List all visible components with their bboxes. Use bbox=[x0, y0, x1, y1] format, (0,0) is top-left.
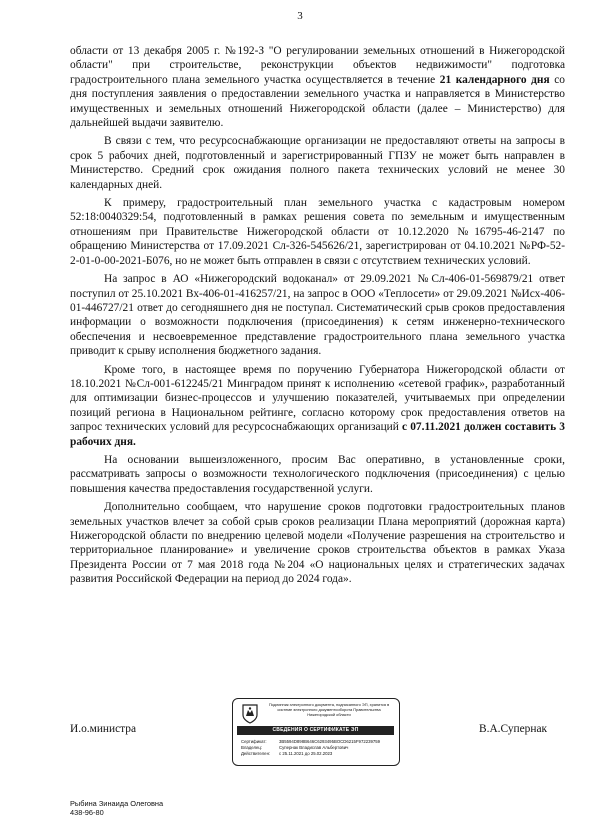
executor-phone: 438-96-80 bbox=[70, 808, 104, 817]
stamp-row-label: Владелец: bbox=[241, 745, 263, 751]
electronic-signature-stamp bbox=[232, 698, 400, 766]
executor-name: Рыбина Зинаида Олеговна bbox=[70, 799, 164, 808]
paragraph bbox=[70, 196, 565, 268]
stamp-row-validity bbox=[241, 751, 380, 757]
text-run: На запрос в АО «Нижегородский водоканал» от 29.09.2021 №Сл-406-01-569879/21 ответ поступил от 25.10.2021 Вх-406-01-416257/21, на запрос в ООО «Теплосети» от 29.09.2021 №Исх-406-01-446727/21 ответ до сегодняшнего дня не поступал. Систематический срыв сроков предоставления информации о возможности подключения (присоединения) к сетям инженерно-технического обеспечения и несвоевременное представление градостроительного плана земельного участка приводит к срыву исполнения бюджетного задания. bbox=[70, 273, 565, 358]
text-run: со дня поступления заявления о предоставлении земельного участка и направляется в Министерство имущественных и земельных отношений Нижегородской области (далее – Министерство) для дальнейшей выдачи заявителю. bbox=[70, 73, 565, 130]
stamp-row-label: Действителен: bbox=[241, 751, 271, 757]
text-run: области от 13 декабря 2005 г. №192-З "О регулировании земельных отношений в Нижегородской области" при строительстве, реконструкции объектов недвижимости" подготовка градостроительного плана земельного участка осуществляется в течение bbox=[70, 45, 565, 86]
coat-of-arms-icon bbox=[241, 704, 259, 724]
bold-text: 21 календарного дня bbox=[439, 73, 550, 86]
paragraph bbox=[70, 44, 565, 130]
stamp-rows bbox=[241, 739, 380, 758]
text-run: К примеру, градостроительный план земельного участка с кадастровым номером 52:18:0040329:54, подготовленный в рамках решения совета по земельным и имущественным отношениям при Правительстве Нижегородской области от 10.12.2020 №16795-46-2147 по обращению Министерства от 17.09.2021 Сл-326-545626/21, зарегистрирован от 04.10.2021 №РФ-52-2-01-0-00-2021-Б076, но не может быть отправлен в связи с отсутствием технических условий. bbox=[70, 197, 565, 267]
stamp-row-value: с 25.11.2021 до 25.02.2023 bbox=[279, 751, 333, 757]
paragraph bbox=[70, 363, 565, 449]
text-run: На основании вышеизложенного, просим Вас оперативно, в установленные сроки, рассматривать запросы о возможности технологического подключения (присоединения) с целью повышения качества предоставления государственной услуги. bbox=[70, 453, 565, 495]
text-run: Кроме того, в настоящее время по поручению Губернатора Нижегородской области от 18.10.2021 №Сл-001-612245/21 Минградом принят к исполнению «сетевой график», разработанный для оптимизации бизнес-процессов и улучшению показателей, учитываемых при определении позиций региона в Национальном рейтинге, согласно которому срок предоставления ответов на запрос технических условий для ресурсоснабжающих организаций bbox=[70, 363, 565, 434]
executor-info bbox=[70, 799, 163, 817]
letter-body bbox=[70, 44, 565, 591]
stamp-row-label: Сертификат: bbox=[241, 739, 267, 744]
signatory-position: И.о.министра bbox=[70, 723, 137, 735]
paragraph bbox=[70, 500, 565, 586]
paragraph bbox=[70, 134, 565, 192]
page-number: 3 bbox=[297, 10, 303, 22]
stamp-title-band: СВЕДЕНИЯ О СЕРТИФИКАТЕ ЭП bbox=[237, 726, 394, 735]
stamp-row-value: 3B5594D898B646C6293495BOCD6215F972239759 bbox=[279, 739, 381, 744]
stamp-header: Подлинник электронного документа, подписанного ЭП, хранится в системе электронного документооборота Правительства Нижегородской области bbox=[268, 702, 390, 717]
bold-text: с 07.11.2021 должен составить 3 рабочих дня. bbox=[70, 421, 565, 448]
text-run: В связи с тем, что ресурсоснабжающие организации не предоставляют ответы на запросы в срок 5 рабочих дней, подготовленный и зарегистрированный ГПЗУ не может быть направлен в Министерство. Средний срок ожидания полного пакета технических условий не менее 30 календарных дней. bbox=[70, 135, 565, 191]
paragraph bbox=[70, 272, 565, 358]
stamp-row-value: Супернак Владислав Альбертович bbox=[279, 745, 349, 751]
signatory-name: В.А.Супернак bbox=[479, 723, 548, 735]
text-run: Дополнительно сообщаем, что нарушение сроков подготовки градостроительных планов земельных участков влечет за собой срыв сроков реализации Плана мероприятий (дорожная карта) Нижегородской области по внедрению целевой модели «Получение разрешения на строительство и территориальное планирование» и увеличение сроков строительства объектов в рамках Указа Президента России от 7 мая 2018 года №204 «О национальных целях и стратегических задачах развития Российской Федерации на период до 2024 года». bbox=[70, 501, 565, 586]
paragraph bbox=[70, 453, 565, 496]
